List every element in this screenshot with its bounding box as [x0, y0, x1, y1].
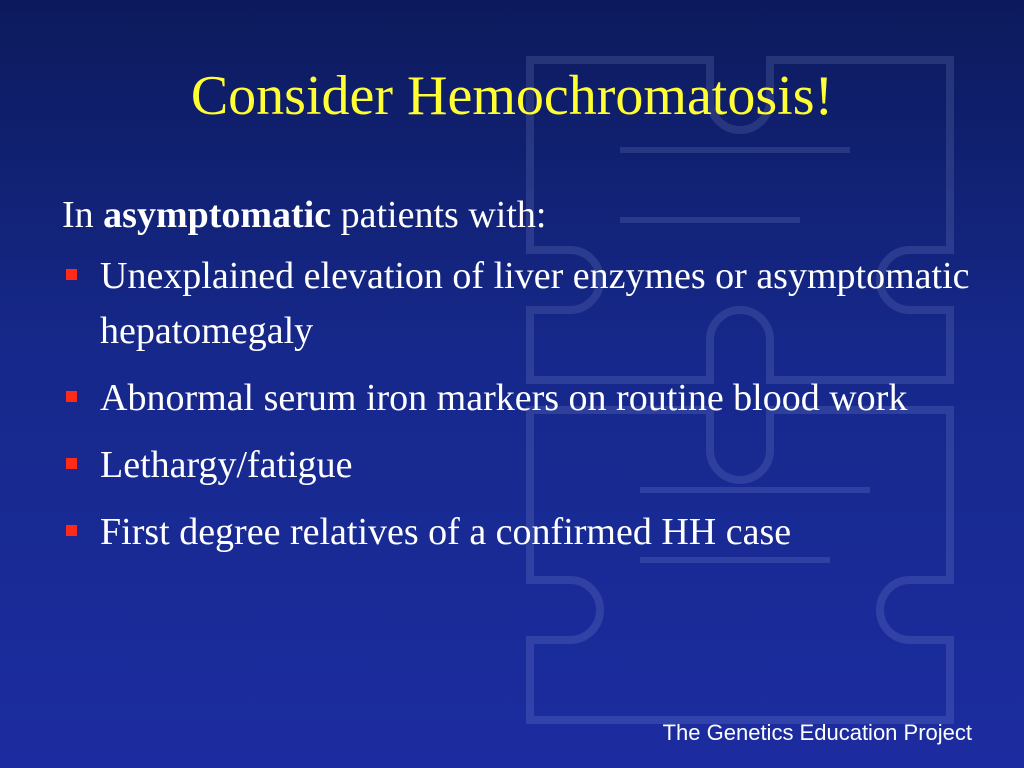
square-bullet-icon [66, 269, 77, 280]
slide-body [62, 188, 982, 572]
intro-line [62, 188, 982, 243]
list-item [62, 371, 982, 426]
intro-suffix: patients with: [340, 194, 547, 236]
bullet-text: Unexplained elevation of liver enzymes or asymptomatic hepatomegaly [100, 255, 970, 352]
square-bullet-icon [66, 391, 77, 402]
intro-emphasis: asymptomatic [103, 194, 332, 236]
square-bullet-icon [66, 525, 77, 536]
footer-credit: The Genetics Education Project [662, 720, 972, 745]
list-item [62, 505, 982, 560]
intro-prefix: In [62, 194, 94, 236]
bullet-text: First degree relatives of a confirmed HH case [100, 511, 792, 553]
list-item [62, 438, 982, 493]
bullet-text: Lethargy/fatigue [100, 444, 353, 486]
square-bullet-icon [66, 458, 77, 469]
list-item [62, 249, 982, 359]
bullet-list [62, 249, 982, 560]
slide-title: Consider Hemochromatosis! [190, 65, 834, 127]
bullet-text: Abnormal serum iron markers on routine blood work [100, 377, 908, 419]
